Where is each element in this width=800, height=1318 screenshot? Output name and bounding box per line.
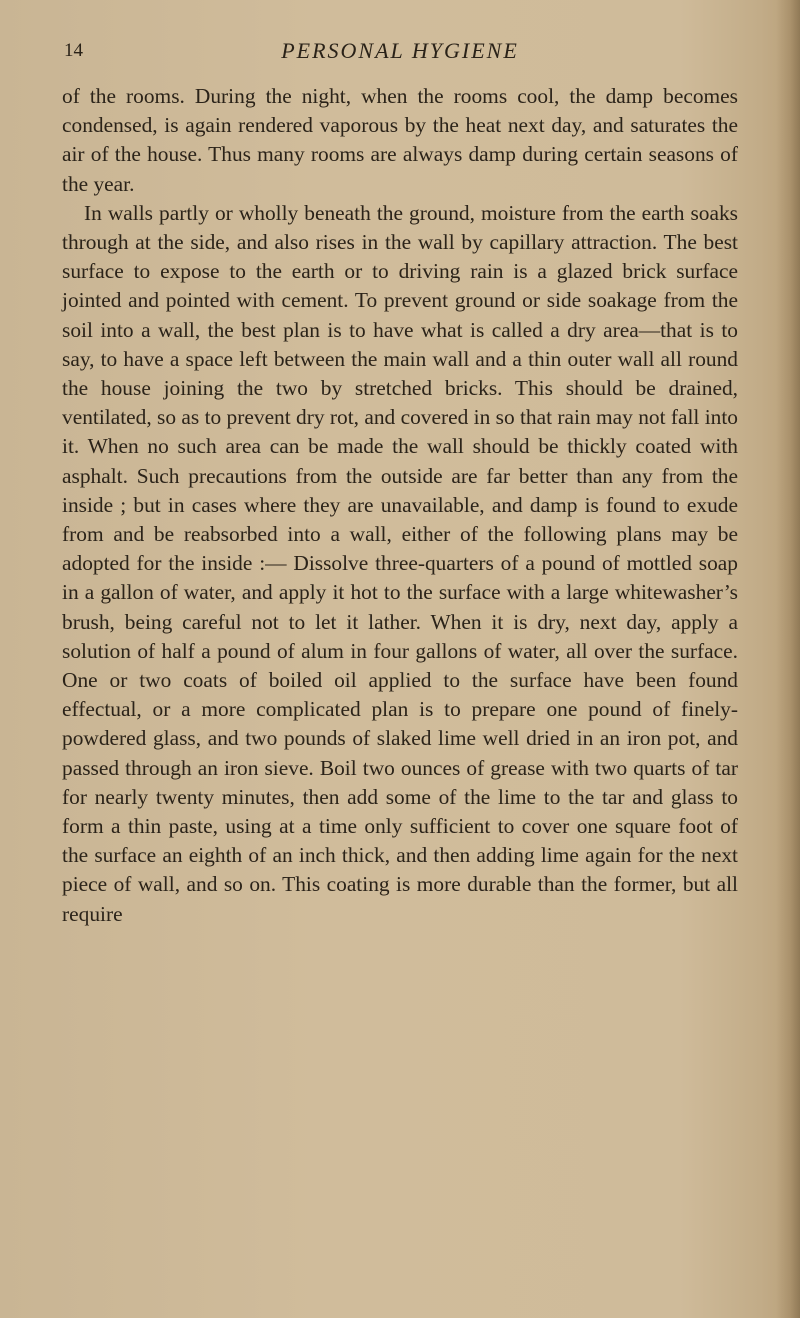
page-edge-shadow: [776, 0, 800, 1318]
paragraph-damp-walls: In walls partly or wholly beneath the ground, moisture from the earth soaks through at the side, and also rises in the wall by capillary attraction. The best surface to expose to the earth or to driving rain is a glazed brick surface jointed and pointed with cement. To prevent ground or side soakage from the soil into a wall, the best plan is to have what is called a dry area—that is to say, to have a space left between the main wall and a thin outer wall all round the house joining the two by stretched bricks. This should be drained, ventilated, so as to prevent dry rot, and covered in so that rain may not fall into it. When no such area can be made the wall should be thickly coated with asphalt. Such precautions from the outside are far better than any from the inside ; but in cases where they are unavailable, and damp is found to exude from and be reabsorbed into a wall, either of the following plans may be adopted for the inside :— Dissolve three-quarters of a pound of mottled soap in a gallon of water, and apply it hot to the surface with a large whitewasher’s brush, being careful not to let it lather. When it is dry, next day, apply a solution of half a pound of alum in four gallons of water, all over the surface. One or two coats of boiled oil applied to the surface have been found effectual, or a more complicated plan is to prepare one pound of finely-powdered glass, and two pounds of slaked lime well dried in an iron pot, and passed through an iron sieve. Boil two ounces of grease with two quarts of tar for nearly twenty minutes, then add some of the lime to the tar and glass to form a thin paste, using at a time only sufficient to cover one square foot of the surface an eighth of an inch thick, and then adding lime again for the next piece of wall, and so on. This coating is more durable than the former, but all require: [62, 200, 738, 926]
page-header: [0, 38, 800, 68]
running-head: PERSONAL HYGIENE: [281, 38, 519, 63]
paragraph-continued: of the rooms. During the night, when the rooms cool, the damp becomes condensed, is again rendered vaporous by the heat next day, and saturates the air of the house. Thus many rooms are always damp during certain seasons of the year.: [62, 84, 738, 196]
body-text: [62, 82, 738, 929]
page-number: 14: [64, 40, 83, 61]
